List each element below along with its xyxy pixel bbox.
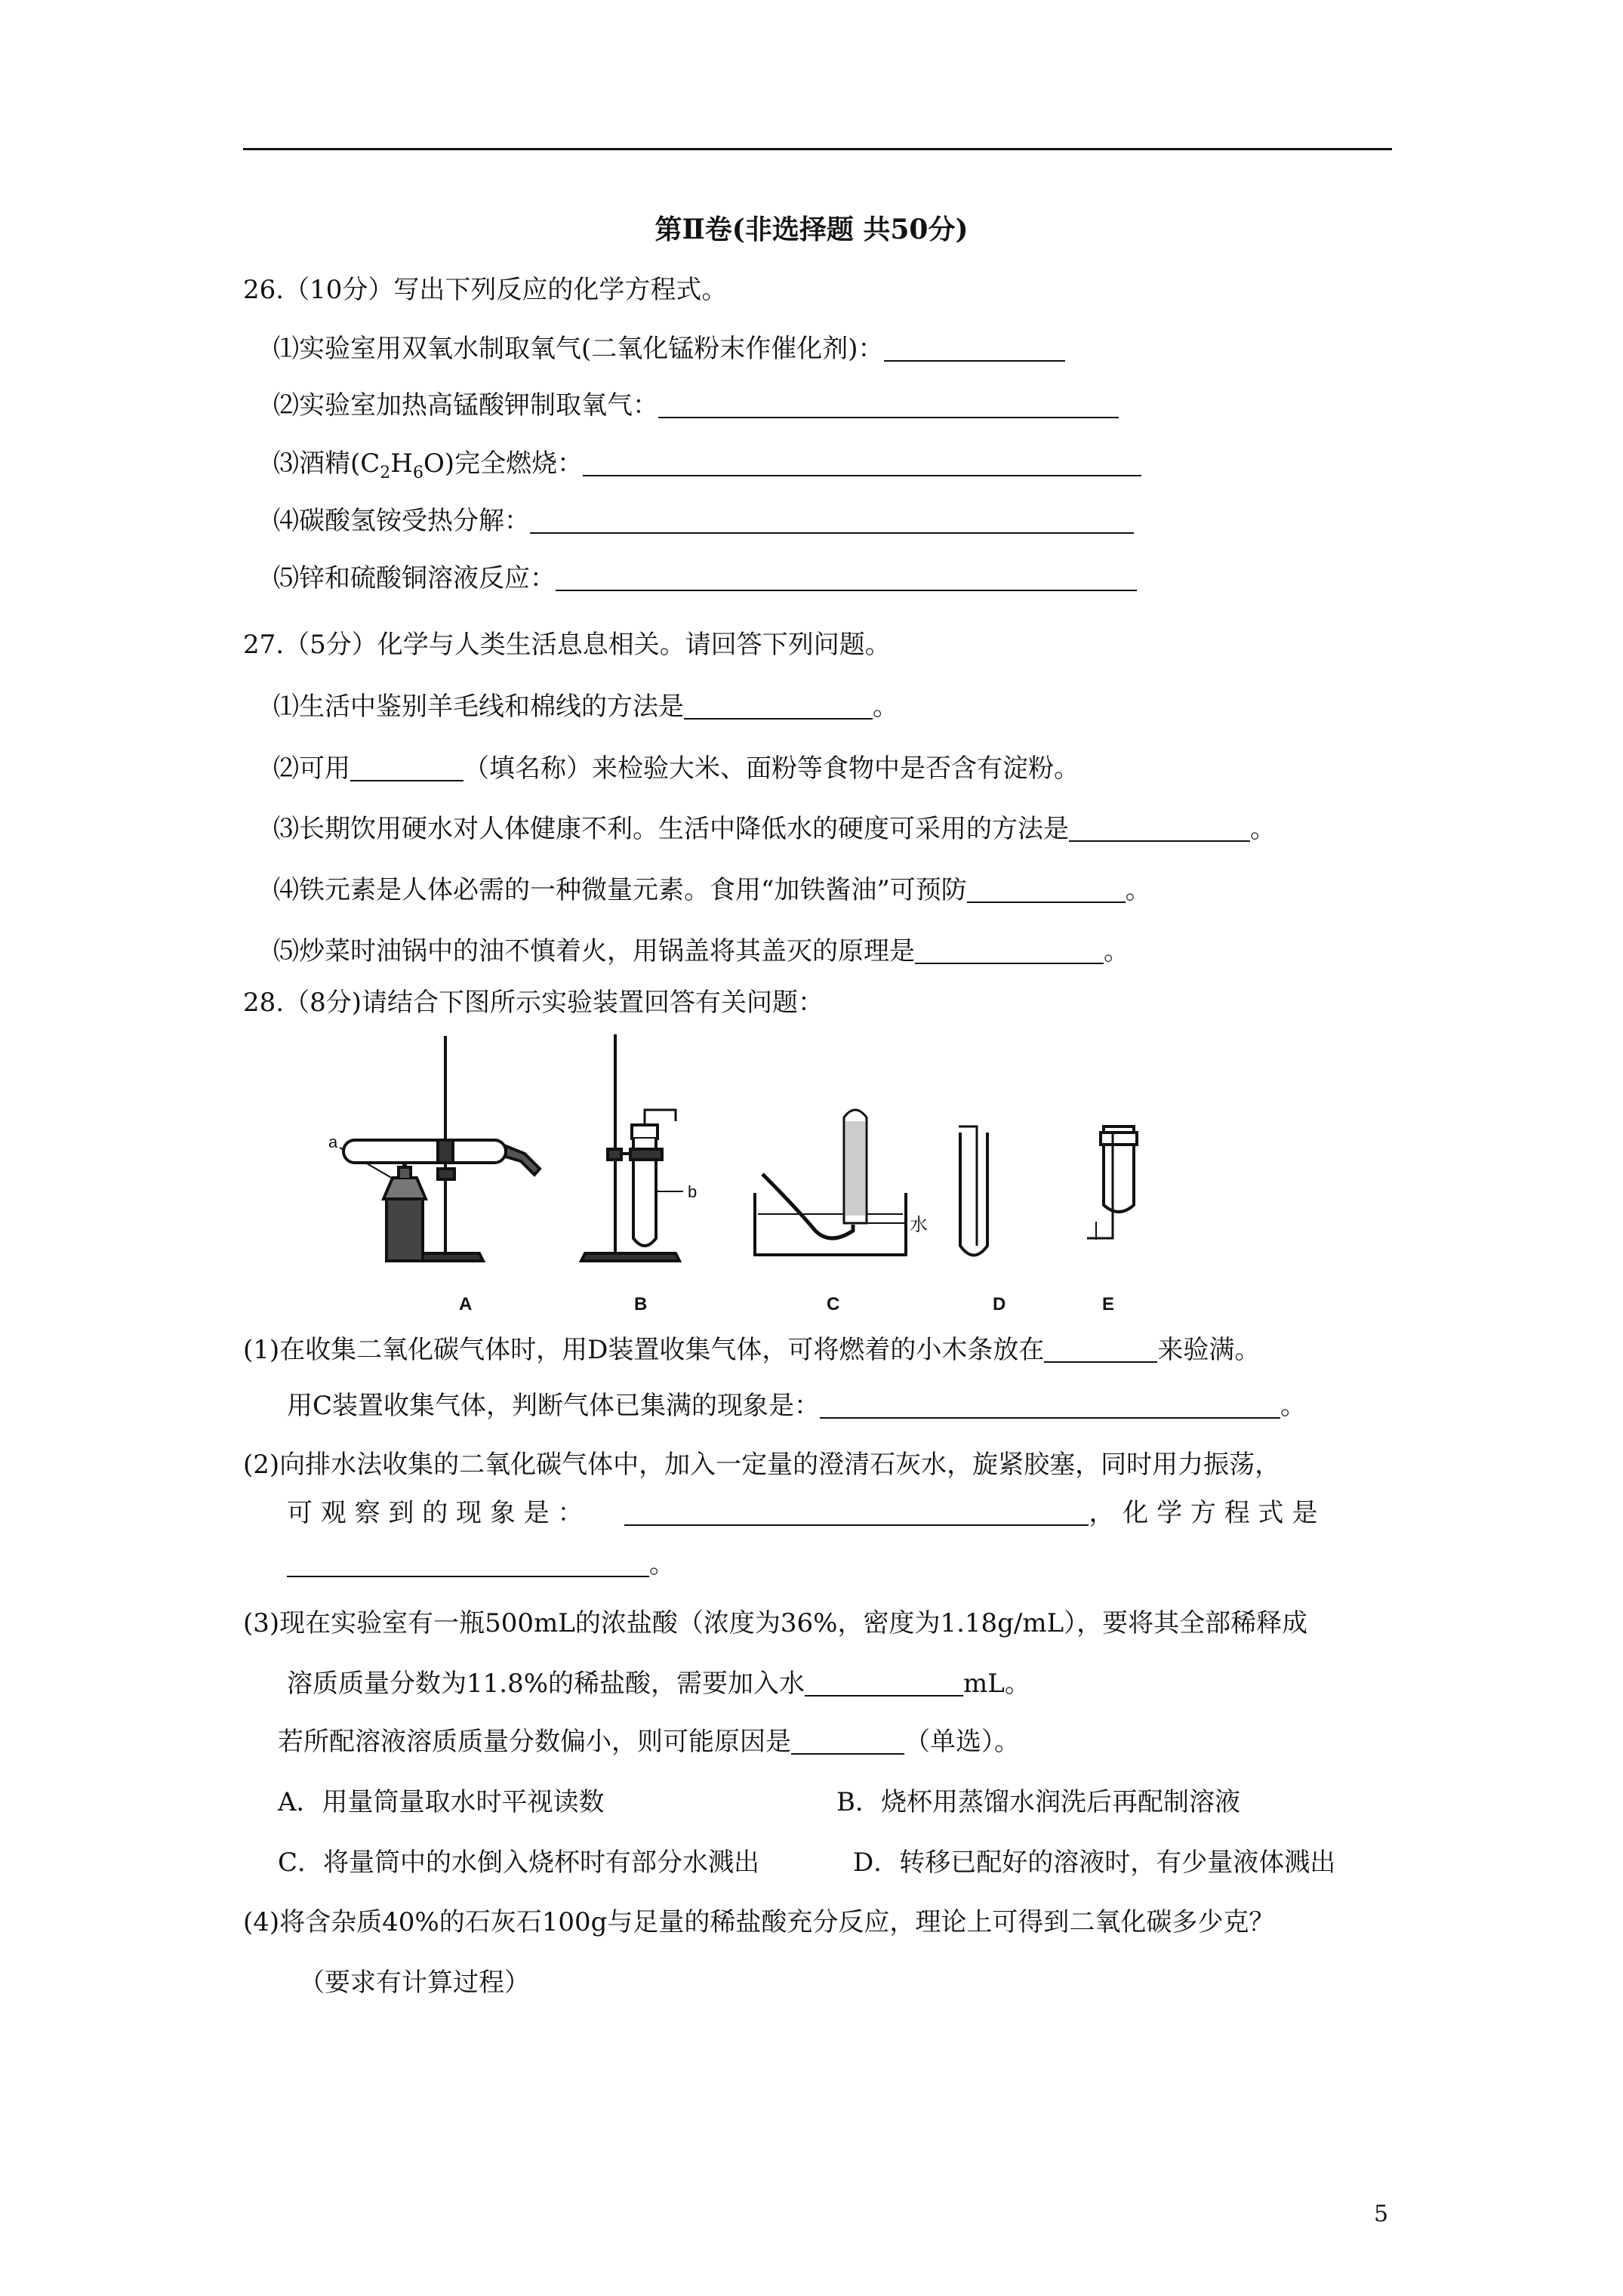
apparatus-e (1087, 1126, 1137, 1240)
label-A: A (459, 1294, 473, 1314)
option-d: D．转移已配好的溶液时，有少量液体溅出 (853, 1848, 1336, 1878)
q28-part-1 (243, 1333, 1260, 1367)
apparatus-c (755, 1110, 928, 1255)
apparatus-b (581, 1034, 697, 1261)
answer-blank[interactable] (350, 753, 463, 781)
answer-blank[interactable] (583, 448, 1141, 476)
q26-item-4-text: ⑷碳酸氢铵受热分解： (273, 506, 530, 536)
label-C: C (827, 1294, 840, 1314)
q28-part-3-unit: mL。 (963, 1669, 1030, 1699)
q27-item-2-text: ⑵可用 (273, 754, 350, 784)
q27-item-3-text: ⑶长期饮用硬水对人体健康不利。生活中降低水的硬度可采用的方法是 (273, 814, 1069, 844)
answer-blank[interactable] (884, 333, 1065, 362)
answer-blank[interactable] (530, 505, 1134, 534)
q26-item-3-text: ⑶酒精(C (273, 448, 380, 479)
label-E: E (1102, 1294, 1115, 1314)
q26-item-2 (273, 389, 1119, 422)
period: 。 (1250, 814, 1276, 844)
q28-part-2-tail: ， 化 学 方 程 式 是 (1089, 1498, 1318, 1528)
header-rule (243, 148, 1392, 150)
q26-item-3 (273, 447, 1141, 490)
page-number: 5 (1374, 2201, 1389, 2227)
q28-part-4-note: （要求有计算过程） (299, 1968, 530, 1998)
q26-item-1-text: ⑴实验室用双氧水制取氧气(二氧化锰粉末作催化剂)： (273, 334, 884, 364)
q26-item-1 (273, 332, 1065, 365)
q27-header: 27.（5分）化学与人类生活息息相关。请回答下列问题。 (243, 630, 891, 660)
formula-part: O)完全燃烧： (423, 448, 584, 479)
q28-part-2: (2)向排水法收集的二氧化碳气体中，加入一定量的澄清石灰水，旋紧胶塞，同时用力振荡， (243, 1450, 1281, 1480)
q27-item-1-text: ⑴生活中鉴别羊毛线和棉线的方法是 (273, 692, 684, 722)
q28-part-3-line-2 (287, 1667, 1030, 1700)
q28-part-1-tail: 来验满。 (1157, 1335, 1261, 1365)
period: 。 (1104, 936, 1129, 966)
q28-part-2-text: 可 观 察 到 的 现 象 是 ： (287, 1498, 584, 1528)
option-c: C．将量筒中的水倒入烧杯时有部分水溅出 (278, 1848, 760, 1878)
label-b: b (688, 1182, 698, 1201)
q26-item-2-text: ⑵实验室加热高锰酸钾制取氧气： (273, 390, 658, 421)
period: 。 (649, 1549, 675, 1579)
q27-item-5 (273, 935, 1129, 968)
q28-part-3-text: 溶质质量分数为11.8%的稀盐酸，需要加入水 (287, 1669, 805, 1699)
answer-blank[interactable] (684, 691, 873, 720)
apparatus-a (328, 1036, 540, 1261)
q27-item-1 (273, 690, 898, 723)
option-a: A．用量筒量取水时平视读数 (278, 1787, 605, 1817)
q28-part-1-text: (1)在收集二氧化碳气体时，用D装置收集气体，可将燃着的小木条放在 (243, 1335, 1045, 1365)
q28-part-2-line-3 (287, 1548, 675, 1581)
q27-item-2 (273, 752, 1079, 785)
answer-blank[interactable] (658, 390, 1119, 418)
answer-blank[interactable] (915, 935, 1104, 964)
label-B: B (634, 1294, 648, 1314)
answer-blank[interactable] (556, 562, 1137, 591)
answer-blank[interactable] (791, 1726, 904, 1755)
answer-blank[interactable] (820, 1390, 1280, 1419)
q28-header: 28.（8分)请结合下图所示实验装置回答有关问题： (243, 988, 824, 1018)
subscript: 2 (380, 463, 391, 482)
q28-part-2-line-2 (287, 1496, 1317, 1530)
q26-item-5 (273, 562, 1137, 595)
q28-part-4: (4)将含杂质40%的石灰石100g与足量的稀盐酸充分反应，理论上可得到二氧化碳多少克？ (243, 1907, 1275, 1937)
answer-blank[interactable] (1044, 1334, 1157, 1363)
q26-item-4 (273, 504, 1134, 538)
q28-part-3-question: 若所配溶液溶质质量分数偏小，则可能原因是 (278, 1727, 791, 1757)
label-water: 水 (910, 1215, 928, 1235)
answer-blank[interactable] (624, 1497, 1089, 1526)
option-b: B．烧杯用蒸馏水润洗后再配制溶液 (836, 1787, 1240, 1817)
period: 。 (1280, 1391, 1307, 1421)
apparatus-figure (325, 1027, 1344, 1314)
apparatus-d (959, 1126, 987, 1256)
q28-part-1-text-2: 用C装置收集气体，判断气体已集满的现象是： (287, 1391, 821, 1421)
q27-item-5-text: ⑸炒菜时油锅中的油不慎着火，用锅盖将其盖灭的原理是 (273, 936, 915, 966)
label-D: D (993, 1294, 1006, 1314)
q27-item-3 (273, 812, 1276, 846)
answer-blank[interactable] (287, 1549, 649, 1577)
formula-part: H (390, 448, 413, 479)
subscript: 6 (412, 463, 423, 482)
q26-item-5-text: ⑸锌和硫酸铜溶液反应： (273, 563, 556, 593)
q27-item-4 (273, 874, 1151, 907)
q28-part-3-tail: （单选）。 (904, 1727, 1020, 1757)
period: 。 (873, 692, 898, 722)
answer-blank[interactable] (805, 1668, 963, 1697)
q28-part-3-line-3 (278, 1725, 1020, 1758)
q27-item-4-text: ⑷铁元素是人体必需的一种微量元素。食用“加铁酱油”可预防 (273, 875, 967, 905)
period: 。 (1125, 875, 1151, 905)
section-title: 第Ⅱ卷(非选择题 共50分) (654, 214, 969, 245)
q28-part-3: (3)现在实验室有一瓶500mL的浓盐酸（浓度为36%，密度为1.18g/mL），要将其全部稀释成 (243, 1608, 1308, 1638)
answer-blank[interactable] (967, 874, 1126, 903)
q26-header: 26.（10分）写出下列反应的化学方程式。 (243, 275, 728, 305)
label-a: a (328, 1133, 338, 1151)
q27-item-2-tail: （填名称）来检验大米、面粉等食物中是否含有淀粉。 (463, 754, 1079, 784)
q28-part-1-line-2 (287, 1389, 1306, 1422)
answer-blank[interactable] (1069, 813, 1250, 842)
